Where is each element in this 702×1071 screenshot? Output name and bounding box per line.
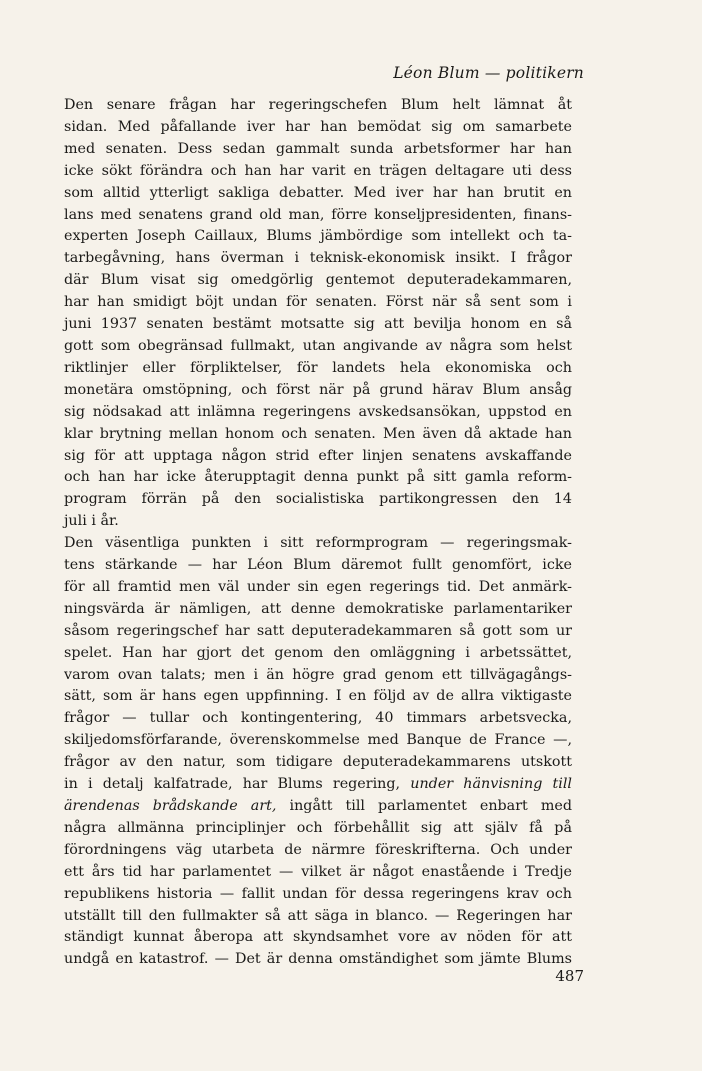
text-line: ständigt kunnat åberopa att skyndsamhet vore av nöden för att <box>64 929 572 946</box>
text-line: sig nödsakad att inlämna regeringens avskedsansökan, uppstod en <box>64 403 572 420</box>
text-line-with-italic: ärendenas brådskande art, ingått till parlamentet enbart med <box>64 798 572 814</box>
text-line: undgå en katastrof. — Det är denna omständighet som jämte Blums <box>64 951 572 968</box>
text-line-with-italic: in i detalj kalfatrade, har Blums regering, under hänvisning till <box>64 776 573 793</box>
text-line: juli i år. <box>64 513 119 530</box>
text-line: gott som obegränsad fullmakt, utan angivande av några som helst <box>64 337 572 354</box>
running-head: Léon Blum — politikern <box>393 64 584 82</box>
text-line: som alltid ytterligt sakliga debatter. Med iver har han brutit en <box>64 184 572 201</box>
italic-phrase: under hänvisning till <box>410 776 573 793</box>
text-line: program förrän på den socialistiska partikongressen den 14 <box>64 491 572 508</box>
text-line: frågor — tullar och kontingentering, 40 timmars arbetsvecka, <box>64 710 572 727</box>
text-line: experten Joseph Caillaux, Blums jämbördige som intellekt och ta- <box>64 228 572 245</box>
text-line: monetära omstöpning, och först när på grund härav Blum ansåg <box>64 381 572 398</box>
text-line: lans med senatens grand old man, förre konseljpresidenten, finans- <box>64 206 572 223</box>
text-line: sig för att upptaga någon strid efter linjen senatens avskaffande <box>64 447 572 464</box>
text-line: skiljedomsförfarande, överenskommelse med Banque de France —, <box>64 732 572 749</box>
text-line: för all framtid men väl under sin egen regerings tid. Det anmärk- <box>64 578 572 595</box>
text-line: sätt, som är hans egen uppfinning. I en följd av de allra viktigaste <box>64 688 572 705</box>
text-line: såsom regeringschef har satt deputeradekammaren så gott som ur <box>64 622 572 639</box>
text-line: klar brytning mellan honom och senaten. Men även då aktade han <box>64 425 572 442</box>
text-line: ningsvärda är nämligen, att denne demokratiske parlamentariker <box>64 600 572 617</box>
text-line: frågor av den natur, som tidigare deputeradekammarens utskott <box>64 754 572 771</box>
text-line: har han smidigt böjt undan för senaten. Först när så sent som i <box>64 294 572 311</box>
paragraph-2 <box>64 533 572 971</box>
text-line: riktlinjer eller förpliktelser, för landets hela ekonomiska och <box>64 359 572 376</box>
text-line: utställt till den fullmakter så att säga in blanco. — Regeringen har <box>64 907 572 924</box>
text-line: Den senare frågan har regeringschefen Blum helt lämnat åt <box>64 97 572 113</box>
body-text <box>64 95 572 971</box>
page-number: 487 <box>555 967 584 985</box>
text-line: tarbegåvning, hans överman i teknisk-ekonomisk insikt. I frågor <box>64 250 572 267</box>
text-line: Den väsentliga punkten i sitt reformprogram — regeringsmak- <box>64 535 572 552</box>
italic-phrase: ärendenas brådskande art, <box>64 798 277 814</box>
text-line: förordningens väg utarbeta de närmre föreskrifterna. Och under <box>64 841 572 858</box>
paragraph-1 <box>64 95 572 533</box>
text-line: och han har icke återupptagit denna punkt på sitt gamla reform- <box>64 469 572 486</box>
text-line: några allmänna principlinjer och förbehållit sig att själv få på <box>64 819 572 836</box>
text-line: där Blum visat sig omedgörlig gentemot deputeradekammaren, <box>64 272 572 289</box>
text-line: ett års tid har parlamentet — vilket är något enastående i Tredje <box>64 863 572 880</box>
text-line: spelet. Han har gjort det genom den omläggning i arbetssättet, <box>64 644 572 661</box>
text-line: republikens historia — fallit undan för dessa regeringens krav och <box>64 885 572 902</box>
text-line: varom ovan talats; men i än högre grad genom ett tillvägagångs- <box>64 666 572 683</box>
text-line: tens stärkande — har Léon Blum däremot fullt genomfört, icke <box>64 557 572 574</box>
text-line: icke sökt förändra och han har varit en trägen deltagare uti dess <box>64 162 572 179</box>
text-line: sidan. Med påfallande iver har han bemödat sig om samarbete <box>64 118 572 135</box>
text-line: med senaten. Dess sedan gammalt sunda arbetsformer har han <box>64 140 572 157</box>
text-line: juni 1937 senaten bestämt motsatte sig att bevilja honom en så <box>64 316 572 333</box>
